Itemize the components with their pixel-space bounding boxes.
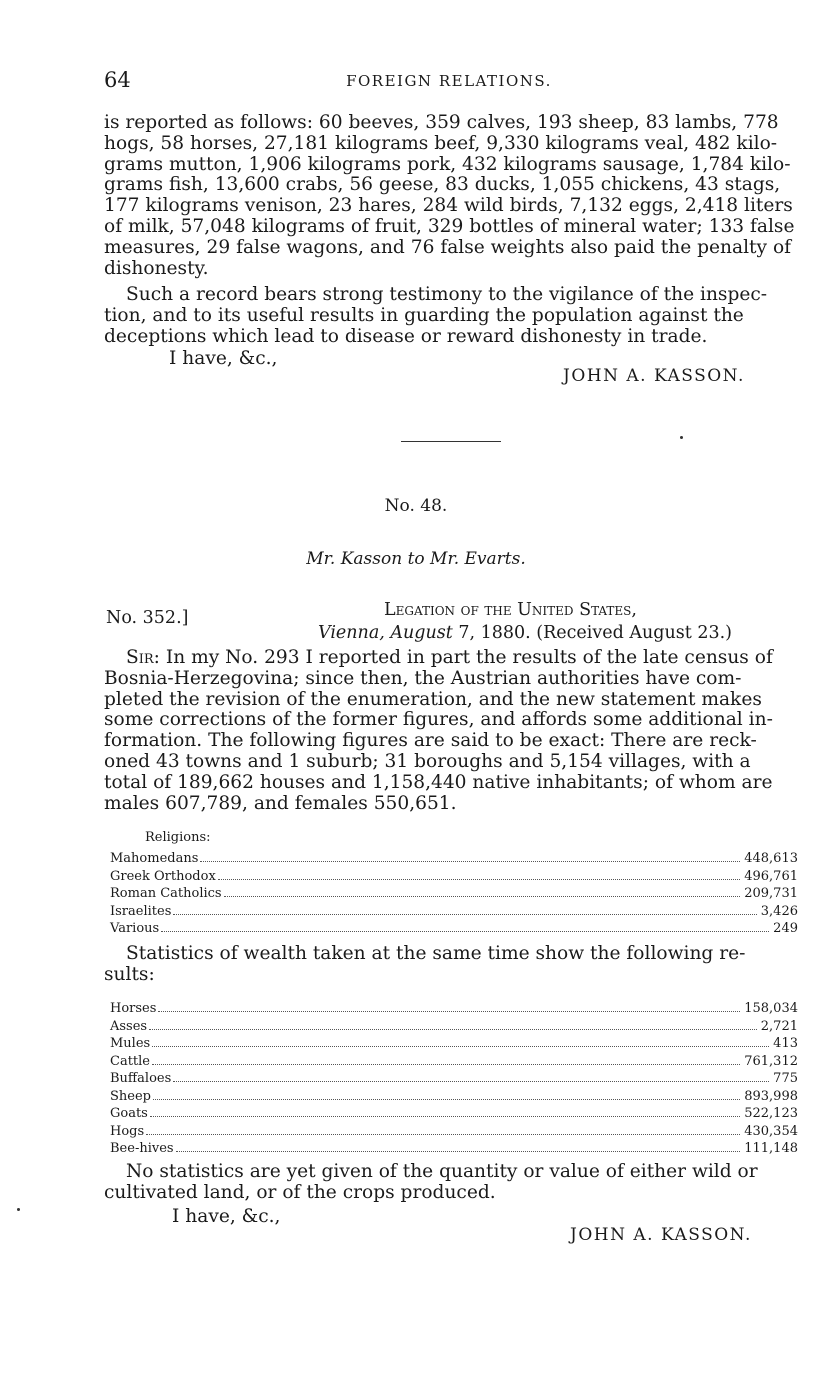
leader-dots — [173, 1081, 769, 1082]
place-date: Vienna, August — [318, 623, 453, 643]
vigilance-paragraph — [104, 285, 796, 347]
row-label: Asses — [110, 1018, 148, 1034]
table-row — [110, 1088, 798, 1106]
table-row — [110, 850, 798, 868]
leader-dots — [158, 1011, 740, 1012]
leader-dots — [173, 914, 756, 915]
continuation-paragraph — [104, 113, 796, 279]
letter-body — [104, 648, 796, 814]
print-speck — [17, 1208, 20, 1211]
row-label: Buffaloes — [110, 1071, 172, 1086]
row-value: 111,148 — [744, 1141, 798, 1156]
leader-dots — [153, 1099, 740, 1100]
leader-dots — [161, 931, 769, 932]
table-row — [110, 1070, 798, 1088]
text-line: grams fish, 13,600 crabs, 56 geese, 83 ducks, 1,055 chickens, 43 stags, — [104, 174, 781, 196]
section-divider — [401, 441, 501, 442]
conclusion-paragraph — [104, 1162, 796, 1204]
row-label: Sheep — [110, 1088, 151, 1104]
row-value: 448,613 — [744, 851, 798, 866]
table-row — [110, 1018, 798, 1036]
table-row — [110, 885, 798, 903]
dispatch-number: No. 352.] — [106, 608, 189, 628]
row-value: 496,761 — [744, 868, 798, 884]
leader-dots — [218, 879, 740, 880]
table-row — [110, 1105, 798, 1123]
row-value: 158,034 — [744, 1001, 798, 1016]
row-label: Hogs — [110, 1123, 145, 1139]
row-value: 893,998 — [744, 1088, 798, 1104]
table-row — [110, 1000, 798, 1018]
text-line: sults: — [104, 963, 155, 985]
signature: JOHN A. KASSON. — [563, 366, 745, 386]
table-row — [110, 920, 798, 938]
row-value: 430,354 — [744, 1123, 798, 1139]
text-line: 177 kilograms venison, 23 hares, 284 wild birds, 7,132 eggs, 2,418 liters — [104, 195, 793, 217]
leader-dots — [224, 896, 741, 897]
text-line: tion, and to its useful results in guarding the population against the — [104, 304, 744, 326]
text-line: dishonesty. — [104, 257, 209, 279]
table-row — [110, 1053, 798, 1071]
leader-dots — [150, 1116, 740, 1117]
row-label: Horses — [110, 1001, 157, 1016]
text-line: total of 189,662 houses and 1,158,440 native inhabitants; of whom are — [104, 771, 773, 793]
print-speck — [680, 436, 683, 439]
row-value: 413 — [773, 1036, 798, 1051]
row-label: Bee-hives — [110, 1141, 174, 1156]
table-row — [110, 868, 798, 886]
text-line: pleted the revision of the enumeration, and the new statement makes — [104, 688, 762, 710]
row-label: Israelites — [110, 903, 172, 919]
leader-dots — [149, 1029, 757, 1030]
row-value: 775 — [773, 1071, 798, 1086]
row-value: 3,426 — [760, 903, 798, 919]
text-line: of milk, 57,048 kilograms of fruit, 329 bottles of mineral water; 133 false — [104, 215, 795, 237]
text-line: is reported as follows: 60 beeves, 359 calves, 193 sheep, 83 lambs, 778 — [104, 112, 779, 133]
table-row — [110, 1035, 798, 1053]
legation-heading: Legation of the United States, — [384, 600, 637, 620]
row-label: Roman Catholics — [110, 886, 222, 901]
leader-dots — [200, 861, 740, 862]
text-line: formation. The following figures are said to be exact: There are reck- — [104, 730, 757, 752]
document-number: No. 48. — [384, 496, 448, 516]
text-line: measures, 29 false wagons, and 76 false weights also paid the penalty of — [104, 236, 792, 258]
dateline — [318, 623, 732, 643]
text-line: deceptions which lead to disease or reward dishonesty in trade. — [104, 325, 708, 347]
text-line: hogs, 58 horses, 27,181 kilograms beef, 9,330 kilograms veal, 482 kilo- — [104, 132, 778, 154]
table-row — [110, 903, 798, 921]
text-line: cultivated land, or of the crops produced. — [104, 1181, 496, 1203]
closing-phrase: I have, &c., — [169, 348, 278, 369]
text-line: males 607,789, and females 550,651. — [104, 792, 457, 814]
table-row — [110, 1140, 798, 1158]
religions-table — [110, 850, 798, 938]
salutation: Sir — [126, 647, 154, 668]
page-header — [104, 68, 794, 98]
closing-phrase: I have, &c., — [172, 1206, 281, 1227]
leader-dots — [152, 1064, 740, 1065]
row-label: Cattle — [110, 1053, 150, 1069]
leader-dots — [176, 1151, 741, 1152]
page-number: 64 — [104, 68, 131, 92]
text-line: oned 43 towns and 1 suburb; 31 boroughs and 5,154 villages, with a — [104, 750, 751, 772]
table-row — [110, 1123, 798, 1141]
leader-dots — [146, 1134, 740, 1135]
row-label: Mules — [110, 1036, 151, 1051]
row-label: Greek Orthodox — [110, 868, 216, 884]
row-value: 522,123 — [744, 1106, 798, 1121]
row-value: 209,731 — [744, 886, 798, 901]
signature: JOHN A. KASSON. — [570, 1225, 752, 1245]
religions-heading: Religions: — [145, 830, 211, 845]
text-line: Bosnia-Herzegovina; since then, the Austrian authorities have com- — [104, 667, 742, 689]
text-line: Such a record bears strong testimony to the vigilance of the inspec- — [126, 284, 768, 305]
row-value: 2,721 — [760, 1018, 798, 1034]
text-line: No statistics are yet given of the quantity or value of either wild or — [126, 1161, 758, 1182]
row-value: 249 — [773, 921, 798, 936]
date-rest: 7, 1880. (Received August 23.) — [452, 623, 733, 643]
row-label: Various — [110, 921, 160, 936]
wealth-intro — [104, 944, 796, 986]
body-first-line: : In my No. 293 I reported in part the results of the late census of — [153, 647, 773, 668]
row-label: Mahomedans — [110, 851, 199, 866]
text-line — [104, 648, 796, 669]
text-line: grams mutton, 1,906 kilograms pork, 432 kilograms sausage, 1,784 kilo- — [104, 153, 791, 175]
wealth-table — [110, 1000, 798, 1158]
text-line: Statistics of wealth taken at the same time show the following re- — [126, 943, 746, 964]
running-head: FOREIGN RELATIONS. — [346, 72, 552, 90]
document-title: Mr. Kasson to Mr. Evarts. — [306, 549, 526, 569]
row-value: 761,312 — [744, 1053, 798, 1069]
row-label: Goats — [110, 1106, 148, 1121]
text-line: some corrections of the former figures, and affords some additional in- — [104, 709, 773, 731]
leader-dots — [152, 1046, 769, 1047]
